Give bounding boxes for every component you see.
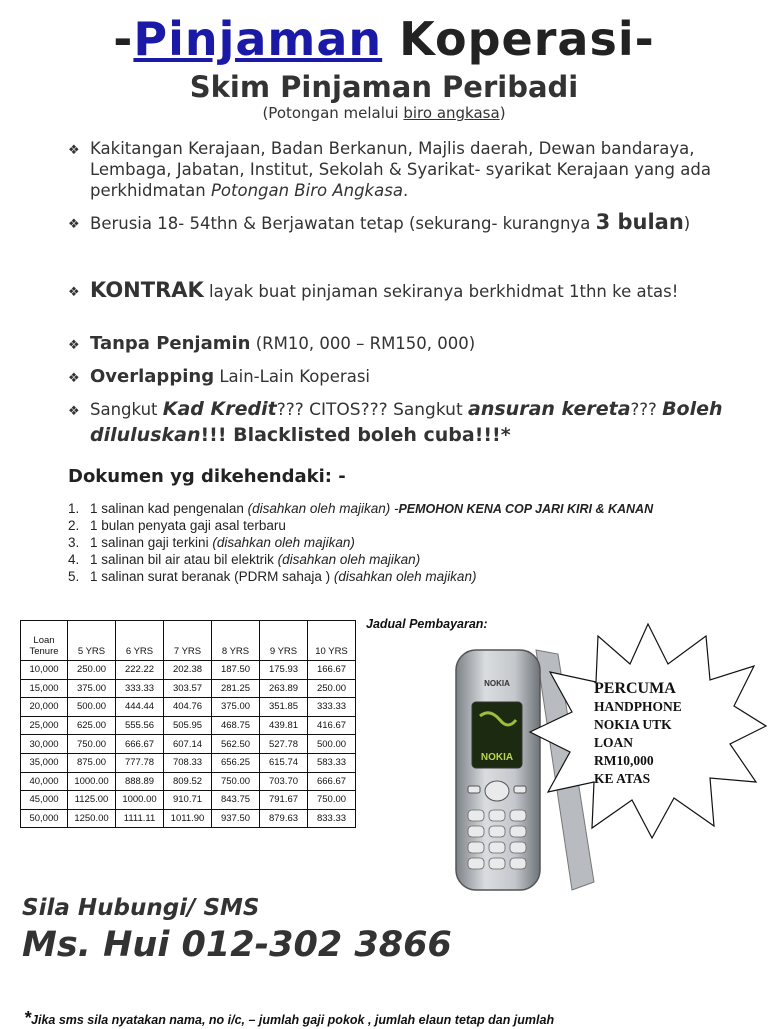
note-suffix: ): [499, 104, 506, 122]
bullet-emphasis: 3 bulan: [595, 210, 684, 234]
diamond-bullet-icon: ❖: [68, 404, 80, 419]
installment-cell: 505.95: [164, 716, 212, 735]
table-row: [21, 679, 356, 698]
bullet-text: Lain-Lain Koperasi: [214, 367, 371, 386]
bullet-text: ??? CITOS??? Sangkut: [276, 400, 469, 420]
installment-cell: 468.75: [212, 716, 260, 735]
bullet-text: Berusia 18- 54thn & Berjawatan tetap (sekurang- kurangnya: [90, 214, 596, 233]
installment-cell: 625.00: [68, 716, 116, 735]
installment-cell: 615.74: [260, 753, 308, 772]
bullet-item: [68, 366, 738, 387]
table-row: [21, 698, 356, 717]
bullet-item: [68, 280, 738, 302]
installment-cell: 250.00: [308, 679, 356, 698]
deduction-note: [0, 104, 768, 122]
installment-cell: 444.44: [116, 698, 164, 717]
header-tenure-line1: Loan: [33, 635, 55, 646]
footnote-star: *: [24, 1008, 32, 1028]
installment-cell: 166.67: [308, 661, 356, 680]
note-link[interactable]: biro angkasa: [403, 104, 500, 122]
installment-cell: 777.78: [116, 753, 164, 772]
document-number: 2.: [68, 518, 80, 533]
installment-cell: 555.56: [116, 716, 164, 735]
installment-cell: 562.50: [212, 735, 260, 754]
installment-cell: 937.50: [212, 809, 260, 828]
header-cell: 7 YRS: [164, 621, 212, 661]
document-text: 1 bulan penyata gaji asal terbaru: [90, 518, 286, 533]
installment-cell: 1000.00: [116, 791, 164, 810]
diamond-bullet-icon: ❖: [68, 143, 80, 158]
promo-line: LOAN: [594, 735, 634, 750]
promo-line: PERCUMA: [594, 680, 676, 697]
diamond-bullet-icon: ❖: [68, 371, 80, 386]
installment-cell: 404.76: [164, 698, 212, 717]
footnote-text: Jika sms sila nyatakan nama, no i/c, – jumlah gaji pokok , jumlah elaun tetap dan jumlah: [31, 1013, 555, 1027]
installment-cell: 439.81: [260, 716, 308, 735]
loan-amount-cell: 10,000: [21, 661, 68, 680]
bullet-emphasis: Tanpa Penjamin: [90, 333, 251, 354]
document-text: 1 salinan gaji terkini: [90, 535, 213, 550]
diamond-bullet-icon: ❖: [68, 217, 80, 232]
document-item: [68, 551, 653, 568]
bullet-emphasis: Overlapping: [90, 366, 215, 387]
document-item: [68, 500, 653, 517]
installment-cell: 666.67: [308, 772, 356, 791]
bullet-text: (RM10, 000 – RM150, 000): [250, 334, 476, 353]
header-cell: 9 YRS: [260, 621, 308, 661]
installment-cell: 1000.00: [68, 772, 116, 791]
bullet-emphasis: Boleh diluluskan: [90, 398, 723, 446]
bullet-emphasis: Kad Kredit: [162, 398, 277, 420]
bullet-text: Kakitangan Kerajaan, Badan Berkanun, Majlis daerah, Dewan bandaraya, Lembaga, Jabatan, Institut, Sekolah & Syarikat- syarikat Kerajaan yang ada perkhidmatan: [90, 139, 711, 200]
document-item: [68, 568, 653, 585]
installment-cell: 879.63: [260, 809, 308, 828]
table-row: [21, 753, 356, 772]
promo-line: NOKIA UTK: [594, 717, 672, 732]
installment-cell: 416.67: [308, 716, 356, 735]
bullet-emphasis: !!! Blacklisted boleh cuba!!!*: [200, 424, 511, 446]
installment-cell: 187.50: [212, 661, 260, 680]
installment-cell: 351.85: [260, 698, 308, 717]
diamond-bullet-icon: ❖: [68, 338, 80, 353]
bullet-end: ): [683, 214, 691, 233]
installment-cell: 750.00: [212, 772, 260, 791]
table-row: [21, 772, 356, 791]
bullet-emphasis: ansuran kereta: [468, 398, 631, 420]
installment-cell: 791.67: [260, 791, 308, 810]
bullet-end: .: [402, 181, 409, 200]
installment-cell: 222.22: [116, 661, 164, 680]
document-number: 4.: [68, 552, 80, 567]
document-note: (disahkan oleh majikan): [212, 535, 355, 550]
promo-text: [594, 680, 734, 788]
installment-cell: 708.33: [164, 753, 212, 772]
installment-cell: 833.33: [308, 809, 356, 828]
contact-phone[interactable]: Ms. Hui 012-302 3866: [22, 925, 452, 965]
promo-line: KE ATAS: [594, 771, 651, 786]
document-text: 1 salinan surat beranak (PDRM sahaja ): [90, 569, 334, 584]
loan-amount-cell: 40,000: [21, 772, 68, 791]
installment-cell: 375.00: [212, 698, 260, 717]
header-cell: 8 YRS: [212, 621, 260, 661]
document-item: [68, 534, 653, 551]
installment-cell: 888.89: [116, 772, 164, 791]
bullet-item: [68, 397, 738, 448]
installment-cell: 333.33: [308, 698, 356, 717]
installment-cell: 527.78: [260, 735, 308, 754]
document-note: (disahkan oleh majikan): [333, 569, 477, 584]
bullet-italic: Potongan Biro Angkasa: [210, 181, 403, 200]
bullet-item: [68, 333, 738, 354]
installment-cell: 910.71: [164, 791, 212, 810]
page-title: [0, 12, 768, 66]
document-number: 3.: [68, 535, 80, 550]
installment-cell: 500.00: [68, 698, 116, 717]
title-dash: -: [113, 12, 134, 66]
loan-amount-cell: 25,000: [21, 716, 68, 735]
table-row: [21, 809, 356, 828]
bullet-text: layak buat pinjaman sekiranya berkhidmat 1thn ke atas!: [203, 282, 679, 301]
installment-cell: 333.33: [116, 679, 164, 698]
installment-cell: 375.00: [68, 679, 116, 698]
bullet-item: [68, 210, 738, 236]
note-prefix: (Potongan melalui: [262, 104, 404, 122]
loan-amount-cell: 35,000: [21, 753, 68, 772]
promo-line: RM10,000: [594, 753, 654, 768]
bullet-text: Sangkut: [90, 400, 163, 419]
installment-cell: 250.00: [68, 661, 116, 680]
installment-cell: 750.00: [308, 791, 356, 810]
table-header-row: [21, 621, 356, 661]
loan-amount-cell: 45,000: [21, 791, 68, 810]
installment-cell: 843.75: [212, 791, 260, 810]
document-note: (disahkan oleh majikan): [277, 552, 421, 567]
loan-amount-cell: 20,000: [21, 698, 68, 717]
header-cell: 10 YRS: [308, 621, 356, 661]
installment-cell: 500.00: [308, 735, 356, 754]
installment-cell: 1011.90: [164, 809, 212, 828]
footnote: [24, 1008, 554, 1029]
document-item: [68, 517, 653, 534]
installment-cell: 809.52: [164, 772, 212, 791]
phone-brand: NOKIA: [484, 679, 510, 688]
header-cell: 6 YRS: [116, 621, 164, 661]
installment-cell: 175.93: [260, 661, 308, 680]
title-rest: Koperasi-: [382, 12, 655, 66]
loan-table: [20, 620, 356, 828]
title-link[interactable]: Pinjaman: [133, 12, 383, 66]
header-tenure-line2: Tenure: [29, 646, 59, 657]
installment-cell: 750.00: [68, 735, 116, 754]
bullet-text: ???: [630, 400, 663, 419]
document-number: 5.: [68, 569, 80, 584]
installment-cell: 875.00: [68, 753, 116, 772]
phone-screen-logo: NOKIA: [480, 752, 514, 763]
document-requirement: PEMOHON KENA COP JARI KIRI & KANAN: [398, 502, 654, 516]
header-cell: 5 YRS: [68, 621, 116, 661]
document-number: 1.: [68, 501, 80, 516]
document-text: 1 salinan bil air atau bil elektrik: [90, 552, 278, 567]
table-row: [21, 735, 356, 754]
installment-cell: 583.33: [308, 753, 356, 772]
page-subtitle: Skim Pinjaman Peribadi: [189, 70, 579, 104]
table-row: [21, 661, 356, 680]
document-note: (disahkan oleh majikan) -: [247, 501, 399, 516]
installment-cell: 1125.00: [68, 791, 116, 810]
promo-line: HANDPHONE: [594, 699, 682, 714]
table-row: [21, 791, 356, 810]
installment-cell: 281.25: [212, 679, 260, 698]
document-text: 1 salinan kad pengenalan: [90, 501, 248, 516]
installment-cell: 703.70: [260, 772, 308, 791]
documents-list: [68, 500, 653, 585]
installment-cell: 1250.00: [68, 809, 116, 828]
installment-cell: 202.38: [164, 661, 212, 680]
bullet-emphasis: KONTRAK: [90, 278, 204, 302]
bullet-item: [68, 138, 738, 201]
loan-amount-cell: 30,000: [21, 735, 68, 754]
installment-cell: 303.57: [164, 679, 212, 698]
installment-cell: 263.89: [260, 679, 308, 698]
documents-heading: Dokumen yg dikehendaki: -: [68, 466, 346, 487]
installment-cell: 607.14: [164, 735, 212, 754]
loan-amount-cell: 15,000: [21, 679, 68, 698]
header-tenure: [21, 621, 68, 661]
installment-cell: 666.67: [116, 735, 164, 754]
loan-amount-cell: 50,000: [21, 809, 68, 828]
installment-cell: 1111.11: [116, 809, 164, 828]
table-row: [21, 716, 356, 735]
schedule-label: Jadual Pembayaran:: [366, 617, 488, 631]
installment-cell: 656.25: [212, 753, 260, 772]
contact-heading: Sila Hubungi/ SMS: [22, 895, 260, 921]
diamond-bullet-icon: ❖: [68, 285, 80, 300]
